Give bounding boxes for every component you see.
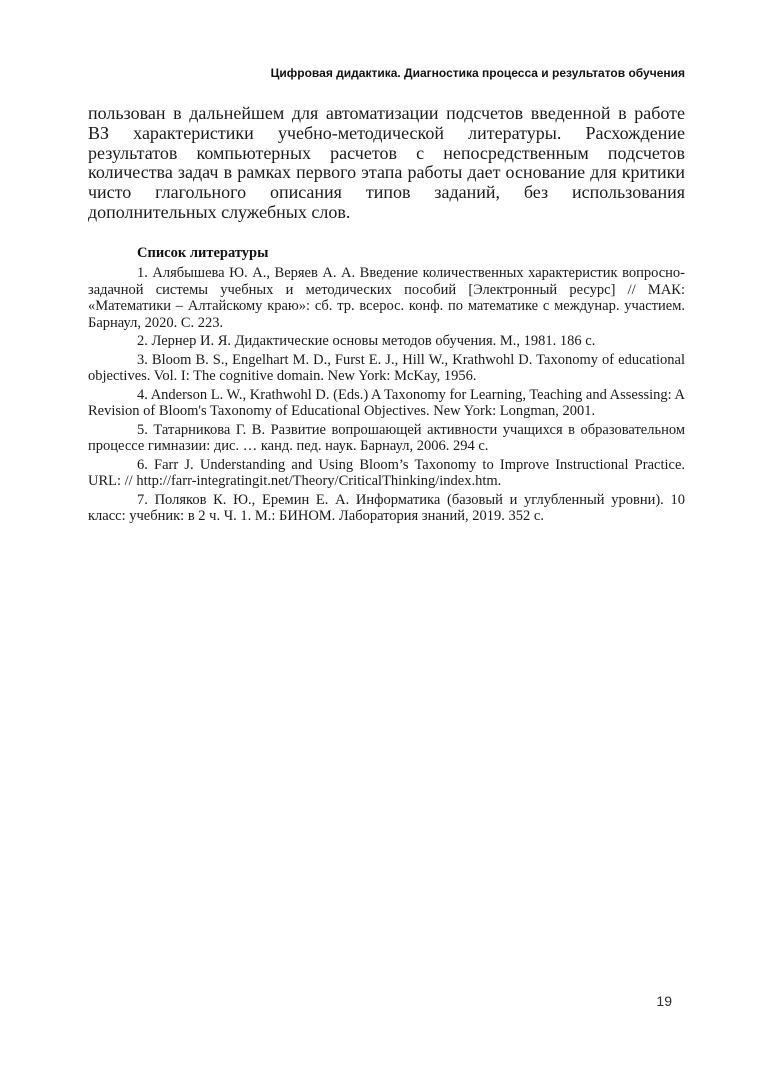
reference-item-4: 4. Anderson L. W., Krathwohl D. (Eds.) A Taxonomy for Learning, Teaching and Assessing: A Revision of Bloom's Taxonomy of Educational Objectives. New York: Longman, 2001. — [88, 386, 685, 420]
reference-item-2: 2. Лернер И. Я. Дидактические основы методов обучения. М., 1981. 186 с. — [137, 333, 596, 350]
page-content — [88, 104, 685, 527]
running-header: Цифровая дидактика. Диагностика процесса и результатов обучения — [270, 66, 685, 80]
reference-item-3: 3. Bloom B. S., Engelhart M. D., Furst E. J., Hill W., Krathwohl D. Taxonomy of educational objectives. Vol. I: The cognitive domain. New York: McKay, 1956. — [88, 351, 685, 385]
reference-item-6: 6. Farr J. Understanding and Using Bloom’s Taxonomy to Improve Instructional Practice. URL: // http://farr-integratingit.net/Theory/CriticalThinking/index.htm. — [88, 456, 685, 490]
reference-item-5: 5. Татарникова Г. В. Развитие вопрошающей активности учащихся в образовательном процессе гимназии: дис. … канд. пед. наук. Барнаул, 2006. 294 с. — [88, 421, 685, 455]
body-paragraph: пользован в дальнейшем для автоматизации подсчетов введенной в работе ВЗ характеристики учебно-методической литературы. Расхождение результатов компьютерных расчетов с непосредственным подсчетов количества задач в рамках первого этапа работы дает основание для критики чисто глагольного описания типов заданий, без использования дополнительных служебных слов. — [88, 103, 685, 222]
references-heading: Список литературы — [137, 244, 269, 261]
reference-item-7: 7. Поляков К. Ю., Еремин Е. А. Информатика (базовый и углубленный уровни). 10 класс: учебник: в 2 ч. Ч. 1. М.: БИНОМ. Лаборатория знаний, 2019. 352 с. — [88, 491, 685, 525]
page-number: 19 — [656, 993, 672, 1009]
reference-item-1: 1. Алябышева Ю. А., Веряев А. А. Введение количественных характеристик вопросно-задачной системы учебных и методических пособий [Электронный ресурс] // МАК: «Математики – Алтайскому краю»: сб. тр. всерос. конф. по математике с междунар. участием. Барнаул, 2020. С. 223. — [88, 265, 685, 331]
